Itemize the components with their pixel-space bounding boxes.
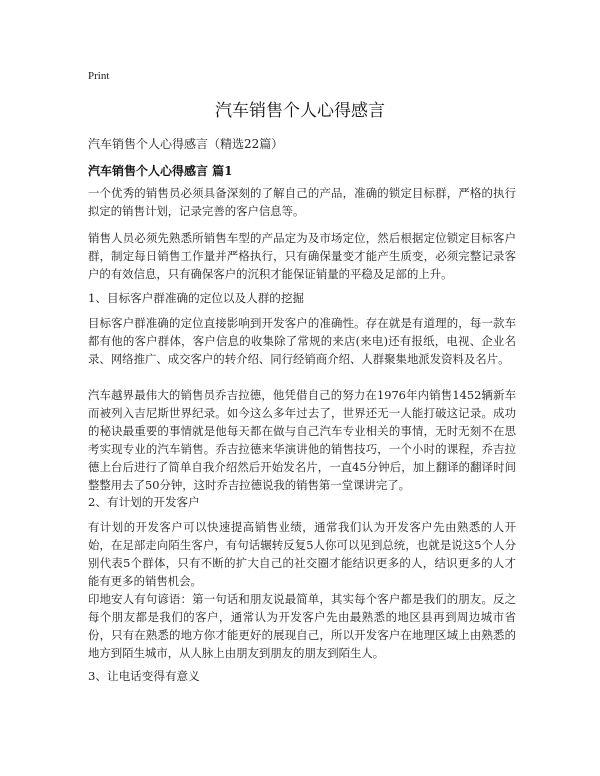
document-subtitle: 汽车销售个人心得感言（精选22篇） bbox=[88, 137, 284, 151]
paragraph-intro: 一个优秀的销售员必须具备深刻的了解自己的产品，准确的锁定目标群，严格的执行拟定的销售计划，记录完善的客户信息等。 bbox=[88, 186, 516, 218]
paragraph-joe-girard: 汽车越界最伟大的销售员乔吉拉德，他凭借自己的努力在1976年内销售1452辆新车而被列入吉尼斯世界纪录。如今这么多年过去了，世界还无一人能打破这记录。成功的秘诀最重要的事情就是他每天都在做与自己汽车专业相关的事情，无时无刻不在思考实现专业的汽车销售。乔吉拉德来华演讲他的销售技巧，一个小时的课程，乔吉拉德上台后进行了简单自我介绍然后开始发名片，一直45分钟后，加上翻译的翻译时间整整用去了50分钟，这时乔吉拉德说我的销售第一堂课讲完了。 bbox=[88, 388, 516, 492]
section-title: 汽车销售个人心得感言 篇1 bbox=[88, 164, 233, 178]
paragraph-target-customers: 目标客户群准确的定位直接影响到开发客户的准确性。存在就是有道理的，每一款车都有他的客户群体，客户信息的收集除了常规的来店(来电)还有报纸，电视、企业名录、网络推广、成交客户的转介绍、同行经销商介绍、人群聚集地派发资料及名片。 bbox=[88, 316, 516, 366]
paragraph-planned-development: 有计划的开发客户可以快速提高销售业绩，通常我们认为开发客户先由熟悉的人开始，在足部走向陌生客户，有句话辗转反复5人你可以见到总统，也就是说这5个人分别代表5个群体，只有不断的扩大自己的社交圈才能结识更多的人，结识更多的人才能有更多的销售机会。 bbox=[88, 520, 516, 588]
paragraph-positioning: 销售人员必须先熟悉所销售车型的产品定为及市场定位，然后根据定位锁定目标客户群，制定每日销售工作量并严格执行，只有确保量变才能产生质变，必须完整记录客户的有效信息，只有确保客户的沉积才能保证销量的平稳及足部的上升。 bbox=[88, 231, 516, 281]
page-title: 汽车销售个人心得感言 bbox=[215, 101, 385, 121]
heading-phone-calls: 3、让电话变得有意义 bbox=[88, 669, 200, 683]
heading-planned-development: 2、有计划的开发客户 bbox=[88, 495, 200, 509]
heading-target-customers: 1、目标客户群准确的定位以及人群的挖掘 bbox=[88, 291, 305, 305]
paragraph-indian-proverb: 印地安人有句谚语：第一句话和朋友说最简单，其实每个客户都是我们的朋友。反之每个朋友都是我们的客户，通常认为开发客户先由最熟悉的地区县再到周边城市省份，只有在熟悉的地方你才能更好的展现自己，所以开发客户在地理区域上由熟悉的地方到陌生城市，从人脉上由朋友到朋友的朋友到陌生人。 bbox=[88, 592, 516, 660]
print-label: Print bbox=[88, 70, 110, 82]
